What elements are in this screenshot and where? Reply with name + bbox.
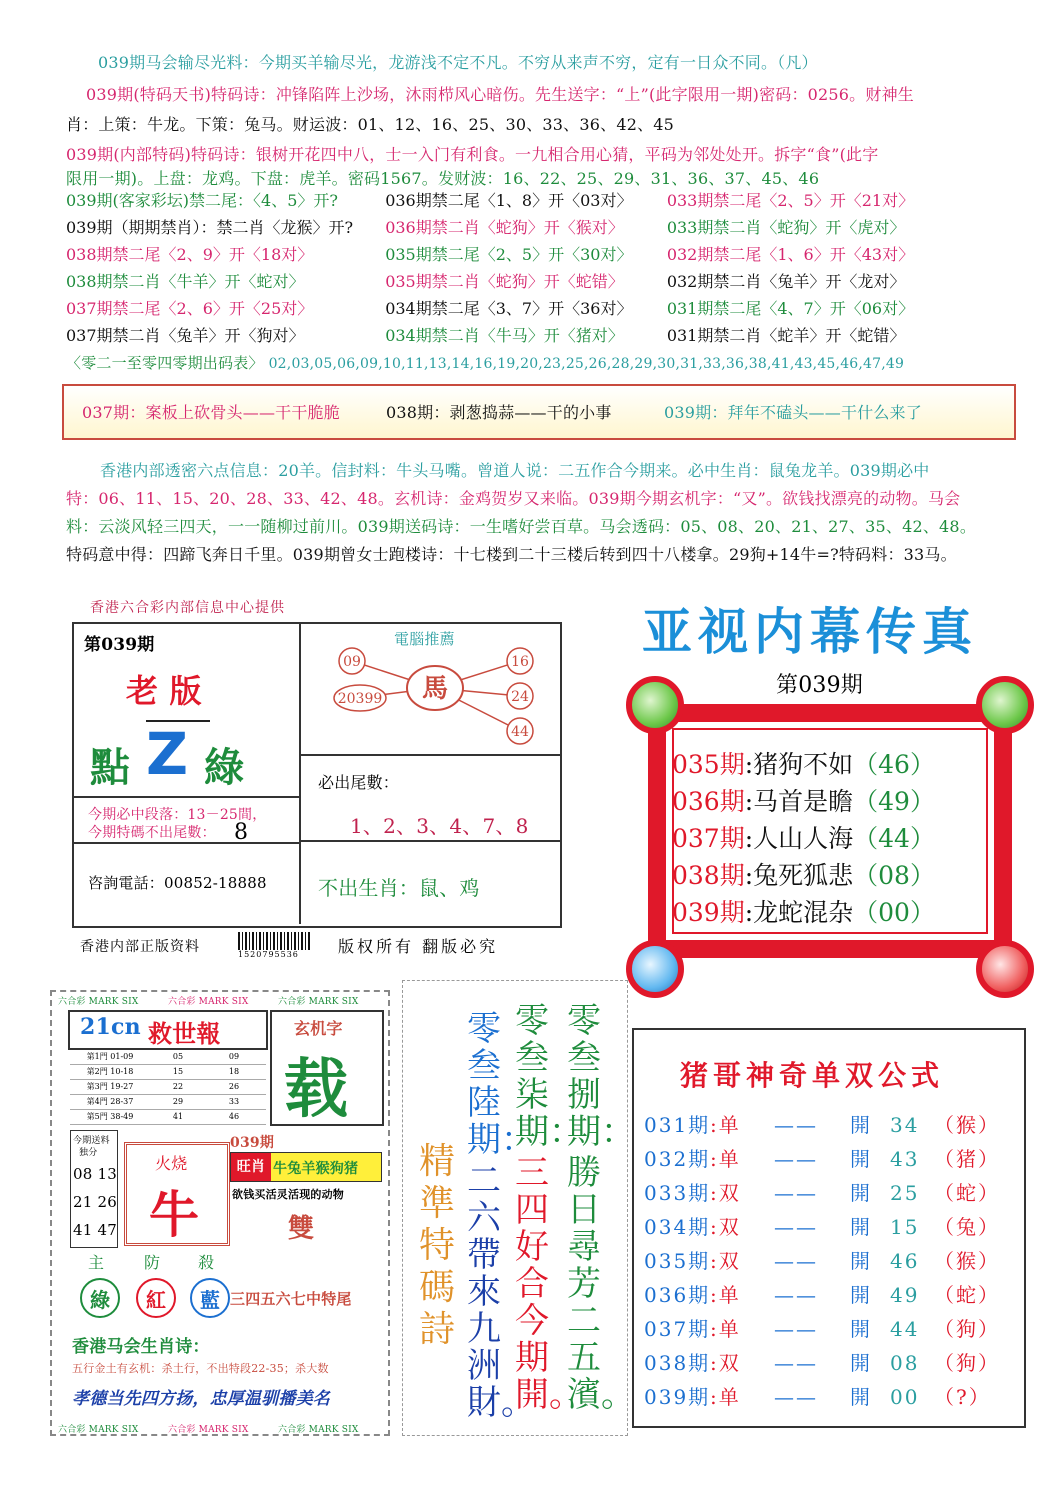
- old-version-label: 老 版: [126, 672, 202, 710]
- sha-label: 殺: [198, 1253, 215, 1272]
- green-ball-icon: [976, 676, 1034, 734]
- pig-dash: ——: [774, 1283, 818, 1307]
- hk-card-footer-left: 香港内部正版资料: [80, 939, 200, 955]
- barcode-icon: [238, 932, 312, 950]
- node-20399: 20399: [337, 691, 383, 707]
- pig-n: 49: [890, 1283, 920, 1307]
- history-row: [66, 215, 986, 242]
- phone-number: 咨詢電話：00852-18888: [88, 874, 267, 892]
- fax-number: （49）: [853, 787, 935, 816]
- no-zodiac: 不出生肖：鼠、鸡: [318, 876, 480, 900]
- pig-n: 46: [890, 1249, 920, 1273]
- asia-fax-row: [672, 746, 1002, 783]
- mini-table-cell: 18: [228, 1067, 240, 1076]
- mini-table-cell: 22: [172, 1082, 184, 1091]
- history-cell: 036期禁二尾〈1、8〉开〈03对〉: [385, 191, 633, 210]
- pig-t: :双: [710, 1181, 741, 1205]
- mini-table-cell: 41: [172, 1112, 184, 1121]
- mini-table-cell: 26: [228, 1082, 240, 1091]
- poem-line-2: 孝德当先四方扬，忠厚温驯播美名: [72, 1389, 330, 1409]
- mini-table-cell: 05: [172, 1052, 184, 1061]
- pig-kai: 開: [850, 1113, 872, 1137]
- segment-line-2: 今期特碼不出尾數：: [88, 825, 216, 841]
- barcode-number: 1520795536: [238, 950, 299, 959]
- pig-kai: 開: [850, 1385, 872, 1409]
- pig-kai: 開: [850, 1351, 872, 1375]
- pig-p: 035期: [644, 1249, 711, 1273]
- fax-period: 038期: [672, 861, 745, 890]
- pig-formula-row: [644, 1380, 1024, 1414]
- green-badge: 綠: [80, 1278, 120, 1318]
- fire-box: [124, 1142, 230, 1246]
- pig-z: （狗）: [934, 1351, 1000, 1375]
- mini-table-row: [70, 1050, 266, 1065]
- fax-text: :人山人海: [744, 824, 854, 853]
- history-row: [66, 242, 986, 269]
- mini-table-cell: 15: [172, 1067, 184, 1076]
- pig-p: 038期: [644, 1351, 711, 1375]
- title-21cn: 21cn: [80, 1014, 141, 1040]
- top-paragraph-3a: 039期(内部特码)特码诗：银树开花四中八，士一入门有利食。一九相合用心猜，平码为邻处处开。拆字“食”(此字: [66, 145, 879, 164]
- main-label: 主: [88, 1253, 105, 1272]
- pig-z: （蛇）: [934, 1181, 1000, 1205]
- xuanji-label: 玄机字: [294, 1019, 343, 1038]
- mini-table-row: [70, 1110, 266, 1125]
- border-text: 六合彩 MARK SIX: [278, 1425, 359, 1435]
- pig-p: 037期: [644, 1317, 711, 1341]
- pig-dash: ——: [774, 1351, 818, 1375]
- fax-text: :马首是瞻: [744, 787, 854, 816]
- wang-box: [230, 1152, 382, 1182]
- pig-t: :单: [710, 1385, 741, 1409]
- hk-paragraph-1: 香港内部透密六点信息：20羊。信封料：牛头马嘴。曾道人说：二五作合今期来。必中生肖：鼠兔龙羊。039期必中: [100, 461, 930, 480]
- segment-line-1: 今期必中段落：13－25間，: [88, 807, 267, 823]
- hk-card-provider: 香港六合彩内部信息中心提供: [90, 600, 285, 616]
- pig-n: 15: [890, 1215, 920, 1239]
- border-text: 六合彩 MARK SIX: [278, 997, 359, 1007]
- fax-period: 035期: [672, 750, 745, 779]
- computer-recommend-title: 電腦推薦: [394, 630, 455, 648]
- pig-formula-row: [644, 1176, 1024, 1210]
- red-ball-icon: [976, 940, 1034, 998]
- send-label: 今期送料: [73, 1136, 110, 1146]
- mini-table-cell: 29: [172, 1097, 184, 1106]
- pig-t: :单: [710, 1113, 741, 1137]
- number-table-label: 〈零二一至零四零期出码表〉: [66, 354, 264, 372]
- pig-kai: 開: [850, 1215, 872, 1239]
- fax-period: 039期: [672, 898, 745, 927]
- pig-dash: ——: [774, 1385, 818, 1409]
- num-row-3: 41 47: [73, 1221, 117, 1239]
- node-24: 24: [511, 689, 529, 705]
- pig-formula-list: [644, 1108, 1024, 1414]
- history-cell: 034期禁二肖〈牛马〉开〈猪对〉: [385, 326, 624, 345]
- mini-table-cell: 46: [228, 1112, 240, 1121]
- pig-t: :单: [710, 1283, 741, 1307]
- wang-label: 旺肖: [231, 1153, 271, 1181]
- red-badge: 紅: [136, 1278, 176, 1318]
- pig-formula-row: [644, 1312, 1024, 1346]
- pig-kai: 開: [850, 1181, 872, 1205]
- history-cell: 033期禁二尾〈2、5〉开〈21对〉: [666, 191, 915, 210]
- xuanji-char: 载: [284, 1052, 349, 1127]
- tail-title: 必出尾數：: [318, 773, 400, 792]
- jiushi-title-box: [68, 1010, 268, 1050]
- pig-dash: ——: [774, 1147, 818, 1171]
- asia-fax-list: [672, 746, 1002, 931]
- tail-values: 1、2、3、4、7、8: [350, 814, 529, 838]
- char-z: Z: [146, 720, 189, 788]
- pig-z: （?）: [934, 1385, 991, 1409]
- pig-kai: 開: [850, 1147, 872, 1171]
- history-cell: 032期禁二肖〈兔羊〉开〈龙对〉: [666, 272, 906, 291]
- pig-z: （猴）: [934, 1249, 1000, 1273]
- fax-period: 037期: [672, 824, 745, 853]
- pig-n: 34: [890, 1113, 920, 1137]
- mini-table-cell: 33: [228, 1097, 240, 1106]
- hk-paragraph-4: 特码意中得：四蹄飞奔日千里。039期曾女士跑楼诗：十七楼到二十三楼后转到四十八楼拿。29狗+14牛=?特码料：33马。: [66, 545, 957, 564]
- node-16: 16: [511, 654, 529, 670]
- node-44: 44: [511, 724, 529, 740]
- pig-z: （狗）: [934, 1317, 1000, 1341]
- fax-number: （00）: [853, 898, 935, 927]
- col1-title: 零叁捌期：: [567, 1001, 635, 1152]
- riddle-3: 039期：拜年不磕头——干什么来了: [664, 403, 922, 422]
- pig-formula-row: [644, 1278, 1024, 1312]
- fax-text: :兔死狐悲: [744, 861, 854, 890]
- pig-p: 036期: [644, 1283, 711, 1307]
- fire-char: 牛: [149, 1185, 200, 1244]
- hk-paragraph-2: 特：06、11、15、20、28、33、42、48。玄机诗：金鸡贺岁又来临。039期今期玄机字：“又”。欲钱找漂亮的动物。马会: [66, 489, 961, 508]
- jingzhun-label: 精準特碼詩: [419, 1141, 456, 1350]
- col3-body: 二六帶來九洲財。: [467, 1161, 535, 1423]
- top-paragraph-3b: 限用一期)。上盘：龙鸡。下盘：虎羊。密码1567。发财波：16、22、25、29、31、36、37、45、46: [66, 169, 820, 188]
- history-cell: 032期禁二尾〈1、6〉开〈43对〉: [666, 245, 915, 264]
- top-paragraph-2a: 039期(特码天书)特码诗：冲锋陷阵上沙场，沐雨栉风心暗伤。先生送字：“上”(此字限用一期)密码：0256。财神生: [86, 85, 914, 104]
- history-cell: 039期(客家彩坛)禁二尾：〈4、5〉开?: [66, 191, 338, 210]
- poem-short: 欲钱买活灵活现的动物: [232, 1188, 344, 1201]
- fax-period: 036期: [672, 787, 745, 816]
- pig-p: 031期: [644, 1113, 711, 1137]
- mini-table-cell: 第4門 28-37: [86, 1097, 134, 1106]
- history-cell: 034期禁二尾〈3、7〉开〈36对〉: [385, 299, 633, 318]
- xuanji-box: [270, 1010, 384, 1126]
- history-row: [66, 296, 986, 323]
- pig-t: :双: [710, 1351, 741, 1375]
- history-cell: 037期禁二肖〈兔羊〉开〈狗对〉: [66, 326, 305, 345]
- top-paragraph-1: 039期马会输尽光料：今期买羊输尽光，龙游浅不定不凡。不穷从来声不穷，定有一日众不同。（凡）: [98, 53, 818, 72]
- mini-table-cell: 第3門 19-27: [86, 1082, 134, 1091]
- fax-number: （46）: [853, 750, 935, 779]
- mini-table-cell: 09: [228, 1052, 240, 1061]
- col1-body: 勝日尋芳二五濱。: [567, 1153, 635, 1415]
- pig-t: :单: [710, 1317, 741, 1341]
- pig-formula-row: [644, 1108, 1024, 1142]
- fax-number: （44）: [853, 824, 935, 853]
- history-row: [66, 323, 986, 350]
- jiushi-issue: 039期: [230, 1135, 275, 1151]
- send-sub: 独分: [79, 1148, 98, 1158]
- wang-values: 牛兔羊猴狗猪: [273, 1161, 359, 1177]
- blue-badge: 藍: [190, 1278, 230, 1318]
- num-row-1: 08 13: [73, 1165, 117, 1183]
- asia-fax-row: [672, 894, 1002, 931]
- mini-table-row: [70, 1065, 266, 1080]
- border-text: 六合彩 MARK SIX: [58, 997, 139, 1007]
- pig-z: （蛇）: [934, 1283, 1000, 1307]
- jiushi-card: [50, 990, 390, 1436]
- history-cell: 038期禁二肖〈牛羊〉开〈蛇对〉: [66, 272, 305, 291]
- poem-line-1: 五行金土有玄机：杀土行，不出特段22-35；杀大数: [72, 1362, 329, 1375]
- history-cell: 031期禁二尾〈4、7〉开〈06对〉: [666, 299, 915, 318]
- char-dot: 點: [90, 744, 131, 791]
- jingzhun-card: [402, 980, 635, 1436]
- segment-number: 8: [234, 820, 249, 845]
- asia-fax-issue: 第039期: [776, 673, 863, 698]
- pig-n: 43: [890, 1147, 920, 1171]
- pig-n: 08: [890, 1351, 920, 1375]
- pig-kai: 開: [850, 1283, 872, 1307]
- history-row: [66, 269, 986, 296]
- history-cell: 038期禁二尾〈2、9〉开〈18对〉: [66, 245, 314, 264]
- pig-z: （猴）: [934, 1113, 1000, 1137]
- history-grid: [66, 188, 986, 350]
- pig-dash: ——: [774, 1215, 818, 1239]
- asia-fax-row: [672, 857, 1002, 894]
- center-char: 馬: [421, 674, 449, 704]
- mini-table-row: [70, 1080, 266, 1095]
- pig-dash: ——: [774, 1181, 818, 1205]
- pig-formula-row: [644, 1210, 1024, 1244]
- pig-dash: ——: [774, 1317, 818, 1341]
- hk-card-footer-right: 版权所有 翻版必究: [338, 937, 499, 956]
- hk-card: [72, 622, 562, 928]
- border-text: 六合彩 MARK SIX: [168, 1425, 249, 1435]
- riddle-2: 038期：剥葱捣蒜——干的小事: [386, 403, 612, 422]
- pig-dash: ——: [774, 1249, 818, 1273]
- mini-table-cell: 第5門 38-49: [86, 1112, 134, 1121]
- fire-label: 火烧: [155, 1154, 188, 1173]
- green-ball-icon: [626, 676, 684, 734]
- col3-title: 零叁陸期：: [467, 1009, 535, 1160]
- pig-t: :双: [710, 1215, 741, 1239]
- pig-kai: 開: [850, 1249, 872, 1273]
- mini-table-row: [70, 1095, 266, 1110]
- pig-n: 44: [890, 1317, 920, 1341]
- fang-label: 防: [144, 1253, 161, 1272]
- pig-kai: 開: [850, 1317, 872, 1341]
- send-box: [70, 1130, 118, 1248]
- mini-table-cell: 第2門 10-18: [86, 1067, 134, 1076]
- pig-formula-card: [632, 1028, 1026, 1428]
- pig-t: :双: [710, 1249, 741, 1273]
- pig-n: 00: [890, 1385, 920, 1409]
- hk-paragraph-3: 料：云淡风轻三四天，一一随柳过前川。039期送码诗：一生嗜好尝百草。马会透码：05、08、20、21、27、35、42、48。: [66, 517, 977, 536]
- col2-title: 零叁柒期：: [515, 1001, 583, 1152]
- pig-formula-row: [644, 1346, 1024, 1380]
- history-cell: 033期禁二肖〈蛇狗〉开〈虎对〉: [666, 218, 906, 237]
- history-cell: 031期禁二肖〈蛇羊〉开〈蛇错〉: [666, 326, 906, 345]
- poem-title: 香港马会生肖诗：: [72, 1337, 210, 1357]
- pig-p: 033期: [644, 1181, 711, 1205]
- asia-fax-row: [672, 820, 1002, 857]
- asia-fax-title: 亚视内幕传真: [642, 603, 978, 661]
- history-cell: 035期禁二肖〈蛇狗〉开〈蛇错〉: [385, 272, 624, 291]
- pig-formula-row: [644, 1244, 1024, 1278]
- fax-text: :龙蛇混杂: [744, 898, 854, 927]
- fax-text: :猪狗不如: [744, 750, 854, 779]
- history-row: [66, 188, 986, 215]
- tail-hint: 三四五六七中特尾: [230, 1290, 352, 1308]
- history-cell: 039期（期期禁肖）：禁二肖〈龙猴〉开?: [66, 218, 354, 237]
- riddle-bar: [62, 384, 1016, 440]
- pig-z: （兔）: [934, 1215, 1000, 1239]
- mini-table-cell: 第1門 01-09: [86, 1052, 134, 1061]
- border-text: 六合彩 MARK SIX: [168, 997, 249, 1007]
- pig-p: 039期: [644, 1385, 711, 1409]
- top-paragraph-2b: 肖：上策：牛龙。下策：兔马。财运波：01、12、16、25、30、33、36、42、45: [66, 115, 675, 134]
- asia-fax-row: [672, 783, 1002, 820]
- title-main: 救世報: [148, 1019, 221, 1048]
- fax-number: （08）: [853, 861, 935, 890]
- border-text: 六合彩 MARK SIX: [58, 1425, 139, 1435]
- computer-recommend-diagram: [302, 644, 560, 754]
- pig-t: :单: [710, 1147, 741, 1171]
- history-cell: 035期禁二尾〈2、5〉开〈30对〉: [385, 245, 633, 264]
- num-row-2: 21 26: [73, 1193, 117, 1211]
- hk-card-issue: 第039期: [84, 635, 155, 655]
- shuang-char: 雙: [288, 1214, 315, 1244]
- blue-ball-icon: [626, 940, 684, 998]
- pig-n: 25: [890, 1181, 920, 1205]
- col2-body: 三四好合今期開。: [515, 1153, 583, 1415]
- pig-dash: ——: [774, 1113, 818, 1137]
- pig-z: （猪）: [934, 1147, 1000, 1171]
- number-table: [66, 352, 904, 373]
- mini-table: [70, 1050, 266, 1125]
- node-09: 09: [343, 654, 361, 670]
- riddle-1: 037期：案板上砍骨头——干干脆脆: [82, 403, 340, 422]
- pig-p: 032期: [644, 1147, 711, 1171]
- number-table-values: 02,03,05,06,09,10,11,13,14,16,19,20,23,25,26,28,29,30,31,33,36,38,41,43,45,46,47,49: [268, 356, 905, 372]
- history-cell: 036期禁二肖〈蛇狗〉开〈猴对〉: [385, 218, 624, 237]
- pig-p: 034期: [644, 1215, 711, 1239]
- char-green: 綠: [204, 744, 245, 791]
- history-cell: 037期禁二尾〈2、6〉开〈25对〉: [66, 299, 314, 318]
- pig-formula-row: [644, 1142, 1024, 1176]
- pig-formula-title: 猪哥神奇单双公式: [680, 1059, 945, 1092]
